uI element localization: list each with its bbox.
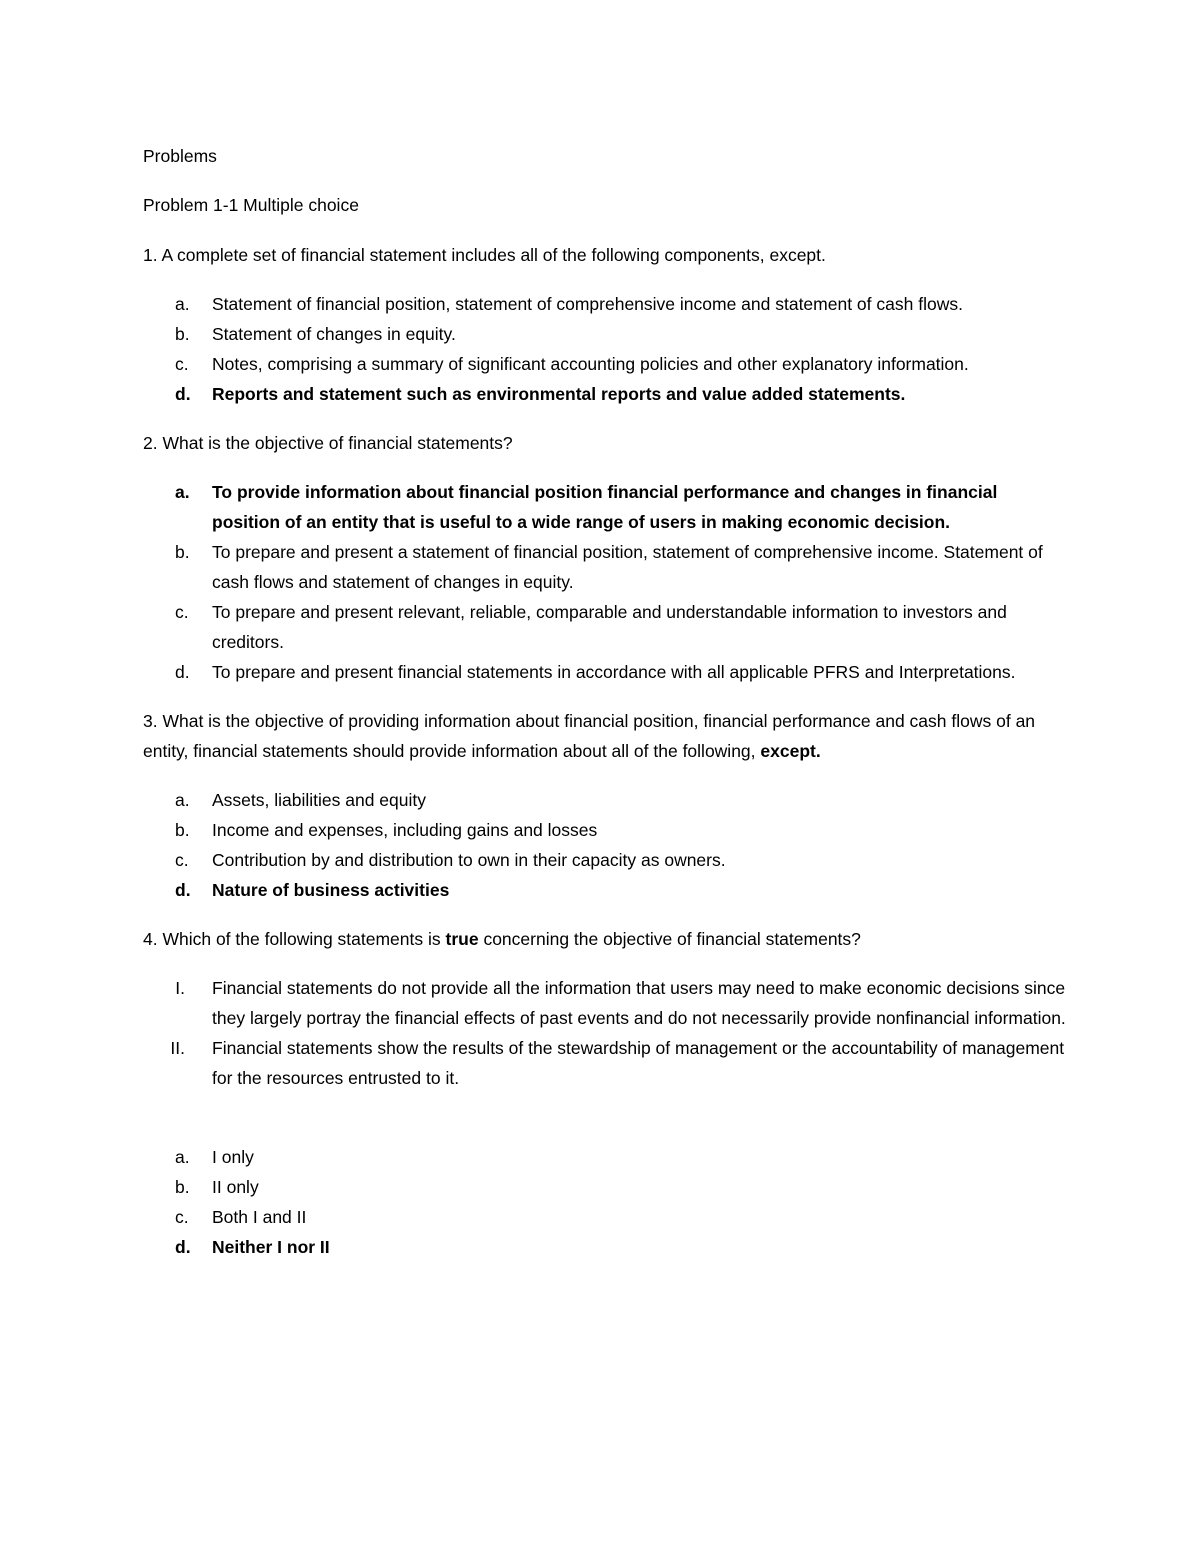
- choice-letter: c.: [175, 1207, 189, 1227]
- question-2-text: 2. What is the objective of financial statements?: [143, 433, 513, 453]
- question-3-choices: [143, 785, 1068, 905]
- choice-letter: d.: [175, 880, 191, 900]
- choice-letter: a.: [175, 482, 190, 502]
- choice-item: [143, 657, 1068, 687]
- choice-letter: b.: [175, 324, 190, 344]
- choice-item: [143, 537, 1068, 597]
- question-3-emphasis: except.: [760, 741, 821, 761]
- choice-text: Notes, comprising a summary of significant accounting policies and other explanatory information.: [212, 354, 969, 374]
- choice-item: [143, 1172, 1068, 1202]
- choice-text: Both I and II: [212, 1207, 307, 1227]
- choice-item: [143, 349, 1068, 379]
- choice-item-answer: [143, 379, 1068, 409]
- choice-text: Contribution by and distribution to own in their capacity as owners.: [212, 850, 726, 870]
- choice-item: [143, 815, 1068, 845]
- choice-letter: c.: [175, 602, 189, 622]
- choice-letter: d.: [175, 384, 191, 404]
- question-2-choices: [143, 477, 1068, 687]
- choice-letter: d.: [175, 662, 190, 682]
- choice-item: [143, 1202, 1068, 1232]
- question-4-before: 4. Which of the following statements is: [143, 929, 441, 949]
- choice-item-answer: [143, 477, 1068, 537]
- choice-text: Assets, liabilities and equity: [212, 790, 426, 810]
- choice-text: I only: [212, 1147, 254, 1167]
- section-heading: Problems: [143, 146, 217, 166]
- question-4-choices: [143, 1142, 1068, 1262]
- statement-numeral: II.: [170, 1038, 185, 1058]
- choice-text: To prepare and present a statement of financial position, statement of comprehensive income. Statement of cash flows and statement of changes in equity.: [212, 542, 1043, 592]
- choice-letter: a.: [175, 790, 190, 810]
- choice-text: Neither I nor II: [212, 1237, 330, 1257]
- statement-numeral: I.: [175, 978, 185, 998]
- spacer: [143, 1112, 1068, 1142]
- choice-letter: a.: [175, 294, 190, 314]
- choice-item: [143, 785, 1068, 815]
- choice-item: [143, 845, 1068, 875]
- choice-text: To provide information about financial position financial performance and changes in financial position of an entity that is useful to a wide range of users in making economic decision.: [212, 482, 998, 532]
- choice-text: Statement of changes in equity.: [212, 324, 456, 344]
- choice-text: II only: [212, 1177, 259, 1197]
- statement-text: Financial statements do not provide all the information that users may need to make economic decisions since they largely portray the financial effects of past events and do not necessarily provide nonfinancial information.: [212, 978, 1066, 1028]
- choice-letter: a.: [175, 1147, 190, 1167]
- choice-item-answer: [143, 1232, 1068, 1262]
- choice-text: Income and expenses, including gains and losses: [212, 820, 598, 840]
- choice-text: Statement of financial position, statement of comprehensive income and statement of cash flows.: [212, 294, 963, 314]
- question-4-after: concerning the objective of financial statements?: [483, 929, 861, 949]
- choice-letter: c.: [175, 354, 189, 374]
- choice-letter: d.: [175, 1237, 191, 1257]
- choice-item: [143, 289, 1068, 319]
- choice-item-answer: [143, 875, 1068, 905]
- choice-text: Nature of business activities: [212, 880, 450, 900]
- question-3-text: [143, 706, 1068, 766]
- statement-text: Financial statements show the results of the stewardship of management or the accountability of management for the resources entrusted to it.: [212, 1038, 1065, 1088]
- choice-text: To prepare and present relevant, reliable, comparable and understandable information to investors and creditors.: [212, 602, 1007, 652]
- document-page: [143, 141, 1068, 1281]
- question-4-emphasis: true: [445, 929, 479, 949]
- choice-letter: b.: [175, 542, 190, 562]
- choice-text: Reports and statement such as environmental reports and value added statements.: [212, 384, 906, 404]
- question-1-text: 1. A complete set of financial statement includes all of the following components, except.: [143, 245, 826, 265]
- choice-item: [143, 597, 1068, 657]
- choice-letter: b.: [175, 820, 190, 840]
- statement-item: [143, 1033, 1068, 1093]
- choice-item: [143, 319, 1068, 349]
- choice-letter: b.: [175, 1177, 190, 1197]
- choice-text: To prepare and present financial statements in accordance with all applicable PFRS and Interpretations.: [212, 662, 1016, 682]
- question-1-choices: [143, 289, 1068, 409]
- choice-letter: c.: [175, 850, 189, 870]
- choice-item: [143, 1142, 1068, 1172]
- question-4-text: [143, 924, 1068, 954]
- statement-item: [143, 973, 1068, 1033]
- problem-title: Problem 1-1 Multiple choice: [143, 195, 359, 215]
- question-4-statements: [143, 973, 1068, 1093]
- question-3-main: 3. What is the objective of providing information about financial position, financial performance and cash flows of an entity, financial statements should provide information about all of the following,: [143, 711, 1036, 761]
